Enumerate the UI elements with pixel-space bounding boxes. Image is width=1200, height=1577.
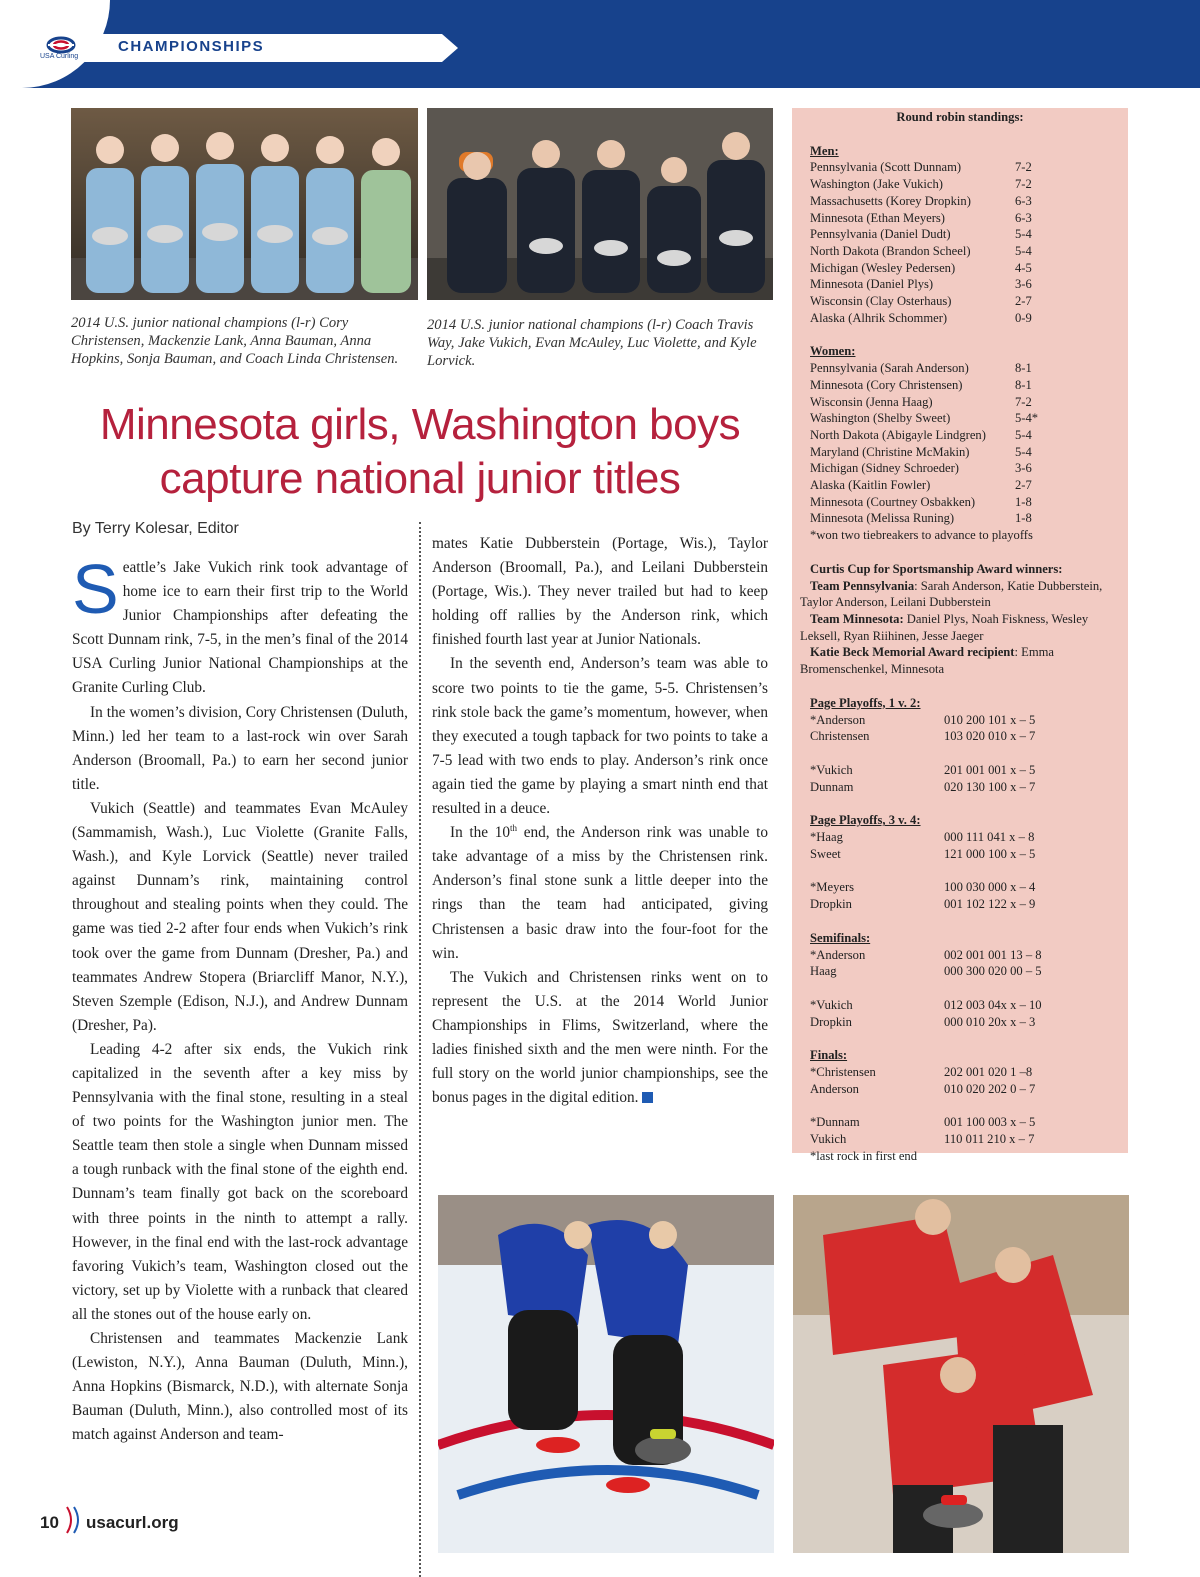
standings-row	[792, 210, 1128, 227]
team-name: Pennsylvania (Scott Dunnam)	[810, 160, 962, 175]
score-line: 000 300 020 00 – 5	[944, 964, 1042, 979]
spacer	[792, 1030, 1128, 1047]
men-sweeping-image	[793, 1195, 1129, 1553]
katie-beck-award: Katie Beck Memorial Award recipient: Emma Bromenschenkel, Minnesota	[800, 645, 1055, 677]
team-name: Michigan (Sidney Schroeder)	[810, 461, 959, 476]
score-row	[792, 947, 1128, 964]
team-record: 2-7	[1015, 478, 1032, 493]
curtis-cup-title: Curtis Cup for Sportsmanship Award winners:	[810, 561, 1063, 576]
team-name: Alaska (Kaitlin Fowler)	[810, 478, 931, 493]
team-record: 1-8	[1015, 494, 1032, 509]
score-line: 121 000 100 x – 5	[944, 846, 1036, 861]
spacer	[792, 795, 1128, 812]
team-name: Washington (Shelby Sweet)	[810, 411, 951, 426]
standings-sidebar	[792, 108, 1128, 1163]
score-line: 020 130 100 x – 7	[944, 779, 1036, 794]
score-line: 010 200 101 x – 5	[944, 712, 1036, 727]
team-pennsylvania-award: Team Pennsylvania: Sarah Anderson, Katie Dubberstein, Taylor Anderson, Leilani Dubberstein	[800, 578, 1103, 610]
score-team: Haag	[810, 964, 837, 979]
team-name: Washington (Jake Vukich)	[810, 177, 944, 192]
team-name: Wisconsin (Clay Osterhaus)	[810, 294, 952, 309]
men-standings	[792, 159, 1128, 326]
team-record: 0-9	[1015, 310, 1032, 325]
team-name: North Dakota (Brandon Scheel)	[810, 243, 971, 258]
standings-row	[792, 477, 1128, 494]
score-team: *Meyers	[810, 880, 855, 895]
score-line: 201 001 001 x – 5	[944, 762, 1036, 777]
score-line: 000 010 20x x – 3	[944, 1014, 1036, 1029]
paragraph-9: The Vukich and Christensen rinks went on to represent the U.S. at the 2014 World Junior Championships in Flims, Switzerland, where the ladies finished sixth and the men were ninth. For the full story on the world junior championships, see the bonus pages in the digital edition.	[432, 968, 768, 1107]
spacer	[792, 745, 1128, 762]
score-row	[792, 779, 1128, 796]
score-line: 000 111 041 x – 8	[944, 830, 1035, 845]
photo-men-sweeping	[793, 1195, 1129, 1553]
score-team: Sweet	[810, 846, 841, 861]
team-record: 6-3	[1015, 193, 1032, 208]
team-record: 5-4	[1015, 243, 1032, 258]
caption-women: 2014 U.S. junior national champions (l-r) Cory Christensen, Mackenzie Lank, Anna Bauman, Anna Hopkins, Sonja Bauman, and Coach Linda Christensen.	[71, 315, 399, 367]
score-row	[792, 712, 1128, 729]
score-row	[792, 728, 1128, 745]
playoffs-1v2-heading: Page Playoffs, 1 v. 2:	[810, 695, 921, 710]
standings-row	[792, 243, 1128, 260]
team-name: North Dakota (Abigayle Lindgren)	[810, 427, 986, 442]
team-record: 7-2	[1015, 177, 1032, 192]
score-row	[792, 1131, 1128, 1148]
standings-row	[792, 410, 1128, 427]
standings-row	[792, 510, 1128, 527]
score-row	[792, 1114, 1128, 1131]
standings-row	[792, 226, 1128, 243]
article-headline: Minnesota girls, Washington boys capture national junior titles	[99, 400, 741, 503]
score-line: 001 102 122 x – 9	[944, 897, 1036, 912]
section-label: CHAMPIONSHIPS	[118, 38, 265, 55]
women-heading: Women:	[810, 344, 856, 359]
men-heading: Men:	[810, 143, 839, 158]
finals-heading: Finals:	[810, 1048, 848, 1063]
article-column-2	[432, 532, 768, 1110]
photo-men-champions	[427, 108, 773, 300]
dropcap: S	[72, 550, 119, 628]
team-record: 7-2	[1015, 394, 1032, 409]
paragraph-2: In the women’s division, Cory Christensen (Duluth, Minn.) led her team to a last-rock win over Sarah Anderson (Broomall, Pa.) to earn her second junior title.	[72, 703, 408, 793]
team-name: Wisconsin (Jenna Haag)	[810, 394, 933, 409]
team-record: 5-4	[1015, 227, 1032, 242]
team-record: 3-6	[1015, 461, 1032, 476]
finals-scores	[792, 1064, 1128, 1148]
standings-row	[792, 377, 1128, 394]
photo-women-champions	[71, 108, 418, 300]
score-team: Christensen	[810, 729, 870, 744]
standings-row	[792, 260, 1128, 277]
team-minnesota-award: Team Minnesota: Daniel Plys, Noah Fiskness, Wesley Leksell, Ryan Riihinen, Jesse Jaeger	[800, 611, 1089, 643]
team-name: Minnesota (Melissa Runing)	[810, 511, 955, 526]
team-record: 6-3	[1015, 210, 1032, 225]
playoffs-1v2-scores	[792, 712, 1128, 813]
standings-row	[792, 159, 1128, 176]
spacer	[792, 980, 1128, 997]
score-line: 103 020 010 x – 7	[944, 729, 1036, 744]
score-row	[792, 879, 1128, 896]
score-row	[792, 997, 1128, 1014]
score-line: 012 003 04x x – 10	[944, 997, 1042, 1012]
photo-women-sweeping	[438, 1195, 774, 1553]
team-name: Pennsylvania (Sarah Anderson)	[810, 361, 969, 376]
score-team: *Vukich	[810, 762, 853, 777]
team-record: 8-1	[1015, 377, 1032, 392]
semifinals-heading: Semifinals:	[810, 930, 871, 945]
score-row	[792, 1081, 1128, 1098]
tiebreak-note: *won two tiebreakers to advance to playoffs	[810, 528, 1033, 543]
spacer	[792, 1097, 1128, 1114]
last-rock-note: *last rock in first end	[810, 1148, 918, 1163]
score-team: Dunnam	[810, 779, 854, 794]
standings-row	[792, 310, 1128, 327]
spacer	[792, 862, 1128, 879]
site-url[interactable]: usacurl.org	[86, 1513, 179, 1532]
spacer	[792, 913, 1128, 930]
team-name: Massachusetts (Korey Dropkin)	[810, 193, 971, 208]
team-name: Pennsylvania (Daniel Dudt)	[810, 227, 951, 242]
score-team: Anderson	[810, 1081, 859, 1096]
score-line: 002 001 001 13 – 8	[944, 947, 1042, 962]
standings-row	[792, 427, 1128, 444]
team-record: 5-4	[1015, 427, 1032, 442]
paragraph-7: In the seventh end, Anderson’s team was able to score two points to tie the game, 5-5. Christensen’s rink stole back the game’s momentum, however, when they executed a tough tapback for two points to take a 7-5 lead with two ends to play. Anderson’s rink once again tied the game by playing a smart ninth end that resulted in a deuce.	[432, 655, 768, 818]
team-name: Minnesota (Ethan Meyers)	[810, 210, 945, 225]
standings-row	[792, 176, 1128, 193]
women-team-image	[71, 108, 418, 300]
team-record: 4-5	[1015, 260, 1032, 275]
paragraph-4: Leading 4-2 after six ends, the Vukich rink capitalized in the seventh after a key miss by Pennsylvania with the final stone, resulting in a steal of two points for the Washington junior men. The Seattle team then stole a single when Dunnam missed a tough runback with the final stone of the eighth end. Dunnam’s team finally got back on the scoreboard with three points in the ninth to attempt a rally. However, in the final end with the last-rock advantage favoring Vukich’s team, Washington closed out the victory, set up by Violette with a runback that cleared all the stones out of the house early on.	[72, 1040, 408, 1323]
score-team: *Haag	[810, 830, 843, 845]
score-line: 100 030 000 x – 4	[944, 880, 1036, 895]
bracket-icon	[63, 1505, 85, 1535]
score-line: 010 020 202 0 – 7	[944, 1081, 1036, 1096]
team-name: Minnesota (Daniel Plys)	[810, 277, 934, 292]
score-row	[792, 963, 1128, 980]
score-row	[792, 762, 1128, 779]
standings-title: Round robin standings:	[896, 110, 1024, 124]
standings-row	[792, 494, 1128, 511]
logo-wordmark: USA Curling	[40, 53, 79, 60]
standings-row	[792, 444, 1128, 461]
women-sweeping-image	[438, 1195, 774, 1553]
standings-row	[792, 394, 1128, 411]
team-record: 1-8	[1015, 511, 1032, 526]
team-record: 8-1	[1015, 361, 1032, 376]
score-row	[792, 896, 1128, 913]
score-row	[792, 829, 1128, 846]
standings-row	[792, 460, 1128, 477]
standings-row	[792, 276, 1128, 293]
standings-row	[792, 193, 1128, 210]
score-team: *Vukich	[810, 997, 853, 1012]
paragraph-8: In the 10th end, the Anderson rink was unable to take advantage of a miss by the Christensen rink. Anderson’s final stone sunk a little deeper into the rings than the team had anticipated, giving Christensen a basic draw into the four-foot for the win.	[432, 823, 768, 962]
page-number: 10	[40, 1513, 59, 1532]
paragraph-5: Christensen and teammates Mackenzie Lank (Lewiston, N.Y.), Anna Bauman (Duluth, Minn.), Anna Hopkins (Bismarck, N.D.), with alternate Sonja Bauman (Duluth, Minn.), also controlled most of its match against Anderson and team-	[72, 1330, 408, 1444]
score-team: Vukich	[810, 1132, 847, 1147]
playoffs-3v4-heading: Page Playoffs, 3 v. 4:	[810, 813, 921, 828]
women-standings	[792, 360, 1128, 527]
score-line: 202 001 020 1 –8	[944, 1065, 1033, 1080]
team-name: Michigan (Wesley Pedersen)	[810, 260, 956, 275]
score-team: *Christensen	[810, 1065, 876, 1080]
score-team: *Anderson	[810, 947, 866, 962]
standings-row	[792, 360, 1128, 377]
score-team: Dropkin	[810, 1014, 852, 1029]
team-name: Minnesota (Cory Christensen)	[810, 377, 963, 392]
team-record: 2-7	[1015, 294, 1032, 309]
article-byline: By Terry Kolesar, Editor	[72, 520, 239, 537]
end-mark-icon	[642, 1092, 653, 1103]
paragraph-3: Vukich (Seattle) and teammates Evan McAuley (Sammamish, Wash.), Luc Violette (Granite Falls, Wash.), and Kyle Lorvick (Seattle) never trailed against Dunnam’s rink, maintaining control throughout and stealing points when they could. The game was tied 2-2 after four ends when Vukich’s rink took over the game from Dunnam (Dresher, Pa.) and teammates Andrew Stopera (Briarcliff Manor, N.Y.), Steven Szemple (Edison, N.J.), and Andrew Dunnam (Dresher, Pa).	[72, 799, 408, 1034]
paragraph-1: Seattle’s Jake Vukich rink took advantage of home ice to earn their first trip to the World Junior Championships after defeating the Scott Dunnam rink, 7-5, in the men’s final of the 2014 USA Curling Junior National Championships at the Granite Curling Club.	[72, 550, 408, 697]
paragraph-6: mates Katie Dubberstein (Portage, Wis.), Taylor Anderson (Broomall, Pa.), and Leilani Dubberstein (Portage, Wis.). They never trailed but had to keep holding off rallies by the Anderson rink, which finished fourth last year at Junior Nationals.	[432, 535, 768, 649]
team-name: Alaska (Alhrik Schommer)	[810, 310, 948, 325]
score-line: 110 011 210 x – 7	[944, 1132, 1035, 1147]
score-team: Dropkin	[810, 897, 852, 912]
team-record: 5-4*	[1015, 411, 1039, 426]
column-divider	[419, 522, 421, 1577]
team-record: 3-6	[1015, 277, 1032, 292]
caption-men: 2014 U.S. junior national champions (l-r) Coach Travis Way, Jake Vukich, Evan McAuley, Luc Violette, and Kyle Lorvick.	[427, 317, 757, 369]
score-row	[792, 1014, 1128, 1031]
semifinals-scores	[792, 947, 1128, 1048]
team-name: Maryland (Christine McMakin)	[810, 444, 970, 459]
team-record: 5-4	[1015, 444, 1032, 459]
article-column-1	[72, 550, 408, 1447]
team-record: 7-2	[1015, 160, 1032, 175]
standings-row	[792, 293, 1128, 310]
playoffs-3v4-scores	[792, 829, 1128, 930]
team-name: Minnesota (Courtney Osbakken)	[810, 494, 976, 509]
men-team-image	[427, 108, 773, 300]
score-line: 001 100 003 x – 5	[944, 1115, 1036, 1130]
score-team: *Anderson	[810, 712, 866, 727]
score-team: *Dunnam	[810, 1115, 860, 1130]
score-row	[792, 1064, 1128, 1081]
score-row	[792, 846, 1128, 863]
